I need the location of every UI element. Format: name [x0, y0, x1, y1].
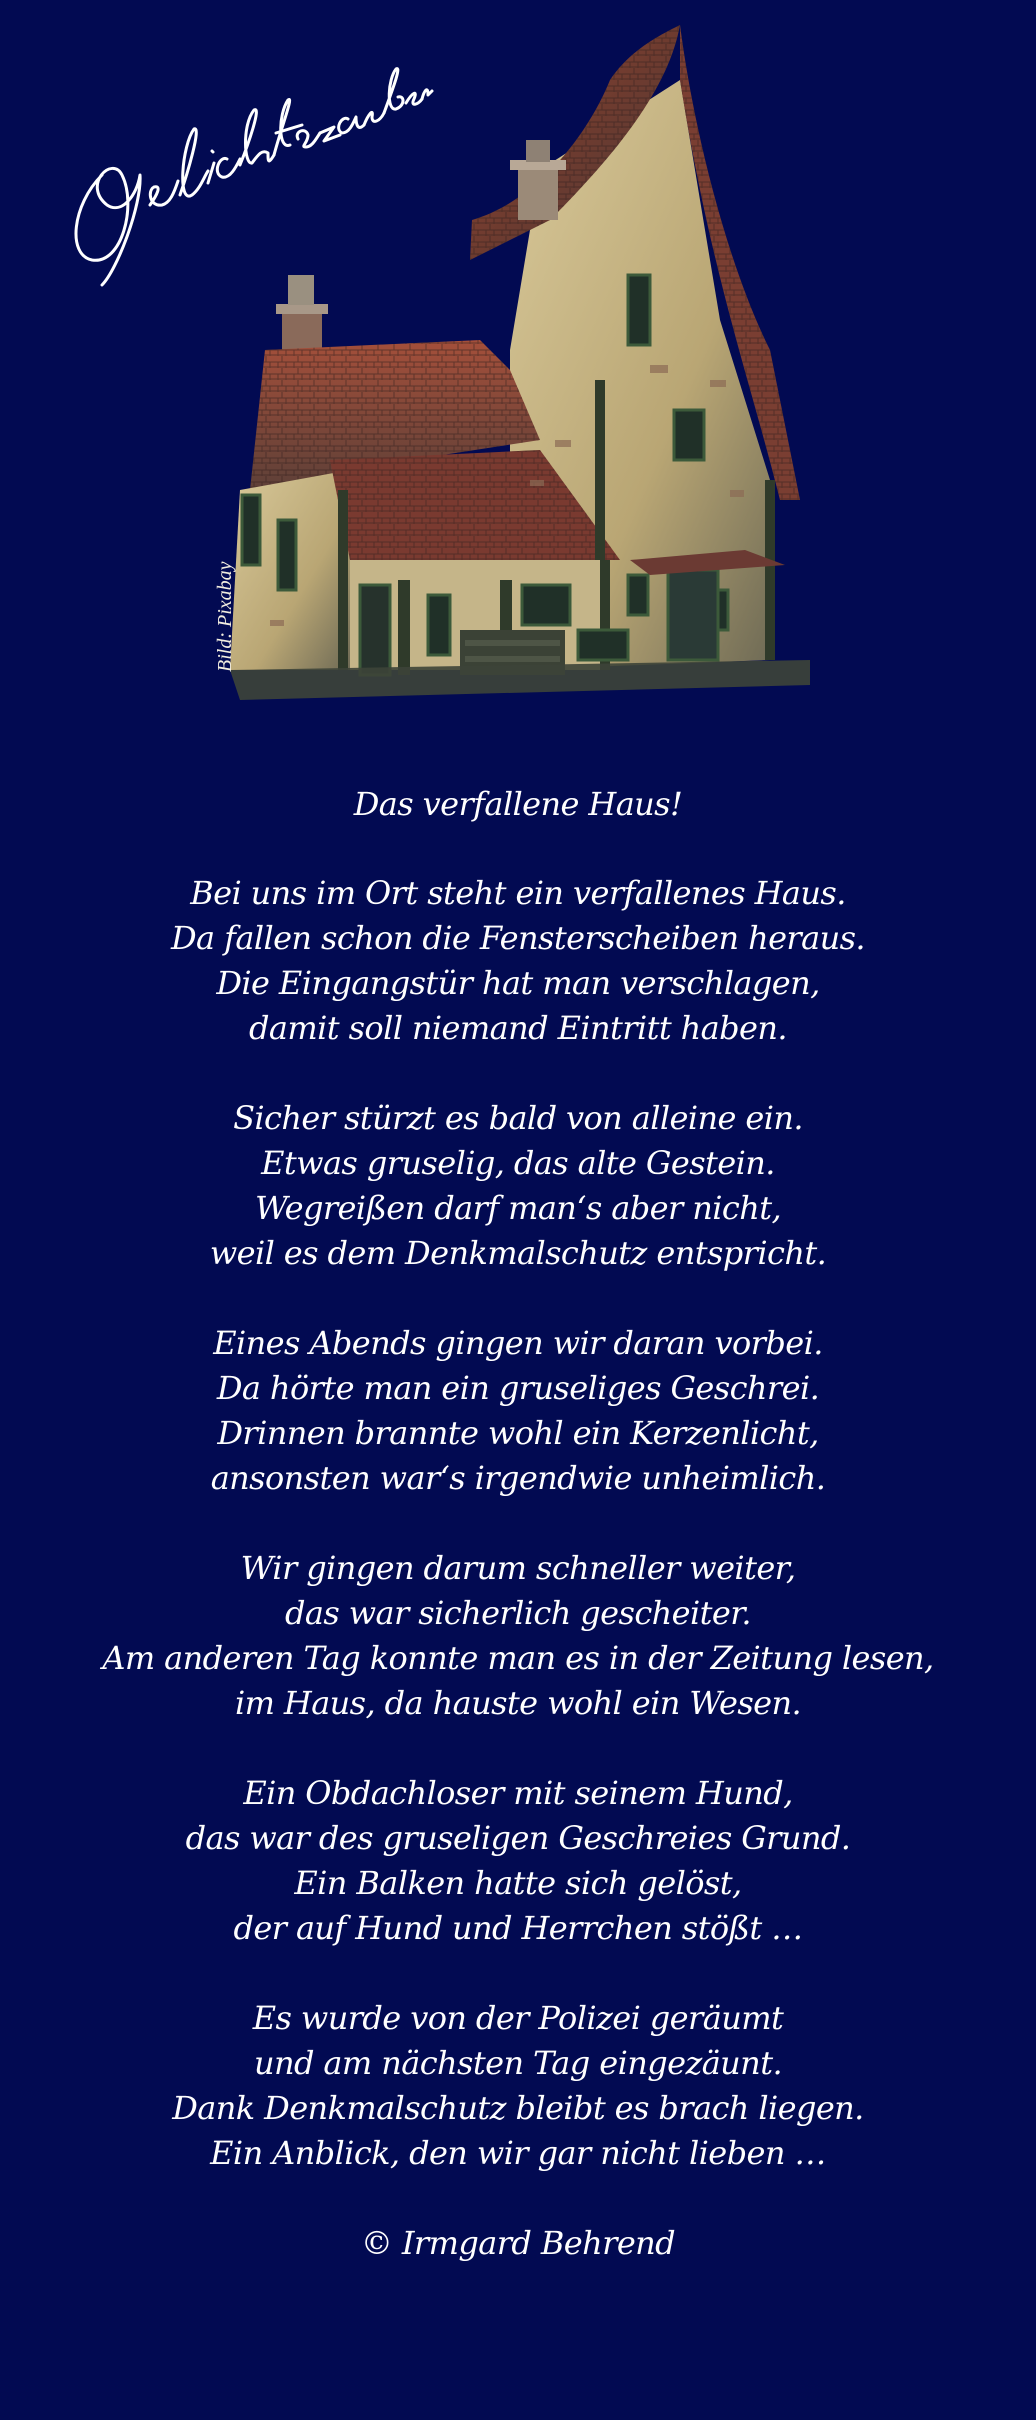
- poem-line: Ein Anblick, den wir gar nicht lieben …: [210, 2134, 826, 2172]
- poem-line: Wir gingen darum schneller weiter,: [240, 1549, 796, 1587]
- poem-line: Drinnen brannte wohl ein Kerzenlicht,: [217, 1414, 819, 1452]
- poem-line: Es wurde von der Polizei geräumt: [252, 1999, 784, 2037]
- poem-line: Wegreißen darf man‘s aber nicht,: [254, 1189, 782, 1227]
- poem-line: Dank Denkmalschutz bleibt es brach liegen.: [172, 2089, 864, 2127]
- stanza-2: [0, 1096, 1036, 1276]
- poem-line: Etwas gruselig, das alte Gestein.: [261, 1144, 775, 1182]
- poem-line: Am anderen Tag konnte man es in der Zeitung lesen,: [102, 1639, 934, 1677]
- poem-title: Das verfallene Haus!: [353, 785, 683, 823]
- poem-line: damit soll niemand Eintritt haben.: [249, 1009, 787, 1047]
- stanza-1: [0, 871, 1036, 1051]
- poem-line: das war des gruseligen Geschreies Grund.: [185, 1819, 851, 1857]
- poem-line: Sicher stürzt es bald von alleine ein.: [233, 1099, 803, 1137]
- poem-line: Bei uns im Ort steht ein verfallenes Haus.: [190, 874, 846, 912]
- poem-line: Die Eingangstür hat man verschlagen,: [216, 964, 820, 1002]
- poem: [0, 782, 1036, 2266]
- crooked-house-picture: [210, 20, 860, 710]
- stanza-5: [0, 1771, 1036, 1951]
- poem-line: Ein Balken hatte sich gelöst,: [294, 1864, 742, 1902]
- stanza-4: [0, 1546, 1036, 1726]
- poem-line: und am nächsten Tag eingezäunt.: [253, 2044, 783, 2082]
- poem-line: der auf Hund und Herrchen stößt …: [233, 1909, 803, 1947]
- house-illustration: [210, 20, 860, 710]
- poem-line: Eines Abends gingen wir daran vorbei.: [213, 1324, 823, 1362]
- poem-line: weil es dem Denkmalschutz entspricht.: [209, 1234, 827, 1272]
- poem-line: Da hörte man ein gruseliges Geschrei.: [216, 1369, 820, 1407]
- poem-line: im Haus, da hauste wohl ein Wesen.: [234, 1684, 802, 1722]
- poem-line: das war sicherlich gescheiter.: [285, 1594, 751, 1632]
- copyright-author: © Irmgard Behrend: [360, 2224, 676, 2262]
- image-credit: Bild: Pixabay: [214, 561, 236, 672]
- stanza-3: [0, 1321, 1036, 1501]
- poem-line: ansonsten war‘s irgendwie unheimlich.: [210, 1459, 826, 1497]
- stanza-6: [0, 1996, 1036, 2176]
- poem-line: Da fallen schon die Fensterscheiben heraus.: [170, 919, 865, 957]
- poem-line: Ein Obdachloser mit seinem Hund,: [243, 1774, 793, 1812]
